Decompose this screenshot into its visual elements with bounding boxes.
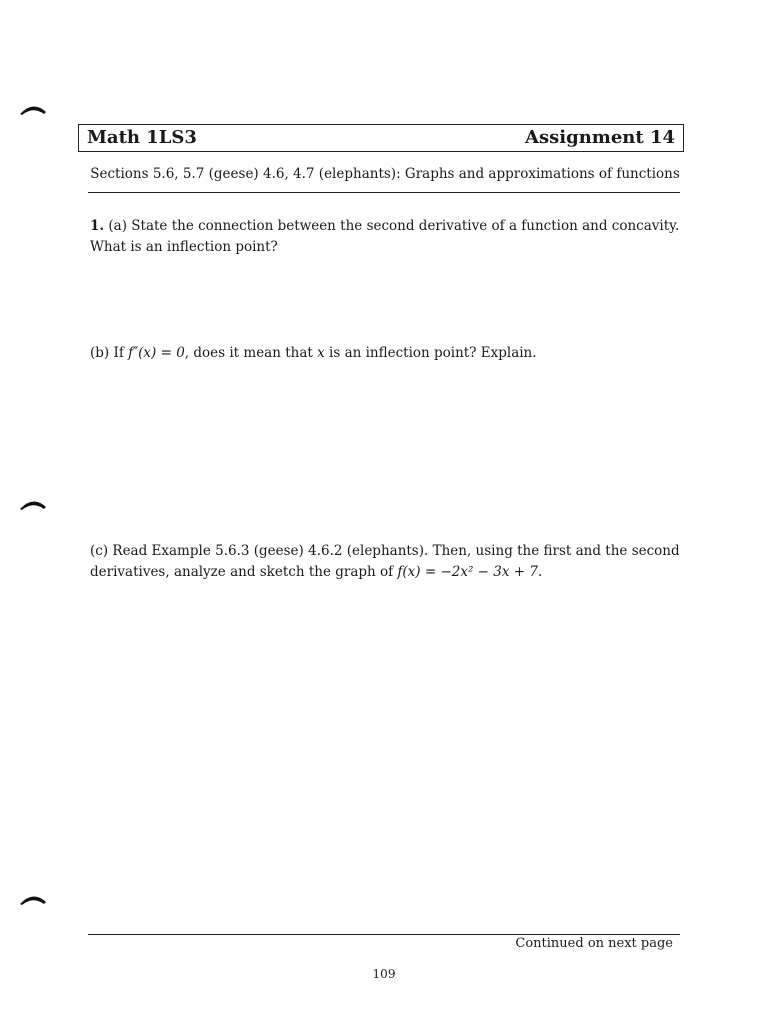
punch-hole-mark-bottom: [18, 892, 48, 906]
footer-divider: [88, 934, 680, 935]
question-1b: [90, 343, 682, 364]
assignment-title: Assignment 14: [525, 127, 675, 148]
part-c-text: Read Example 5.6.3 (geese) 4.6.2 (elephants). Then, using the first and the second derivatives, analyze and sketch the graph of: [90, 543, 680, 580]
course-title: Math 1LS3: [87, 127, 197, 148]
part-c-end: .: [537, 564, 543, 580]
part-b-math: f″(x) = 0: [128, 345, 185, 361]
question-number: 1.: [90, 218, 105, 234]
header-divider: [88, 192, 680, 193]
sections-line: Sections 5.6, 5.7 (geese) 4.6, 4.7 (elephants): Graphs and approximations of functions: [90, 166, 680, 182]
part-a-text: State the connection between the second derivative of a function and concavity. What is an inflection point?: [90, 218, 680, 255]
punch-hole-mark-middle: [18, 497, 48, 511]
page-number: 109: [372, 967, 396, 981]
part-b-variable: x: [317, 345, 325, 361]
part-b-mid: , does it mean that: [184, 345, 313, 361]
question-1a: [90, 216, 682, 258]
continued-note: Continued on next page: [515, 936, 673, 951]
part-c-function: f(x) = −2x² − 3x + 7: [397, 564, 538, 580]
part-b-post: is an inflection point? Explain.: [329, 345, 537, 361]
question-1c: [90, 541, 682, 583]
punch-hole-mark-top: [18, 102, 48, 116]
part-b-label: (b): [90, 345, 110, 361]
part-c-label: (c): [90, 543, 109, 559]
part-a-label: (a): [108, 218, 127, 234]
part-b-pre: If: [113, 345, 124, 361]
header-box: [78, 124, 684, 152]
